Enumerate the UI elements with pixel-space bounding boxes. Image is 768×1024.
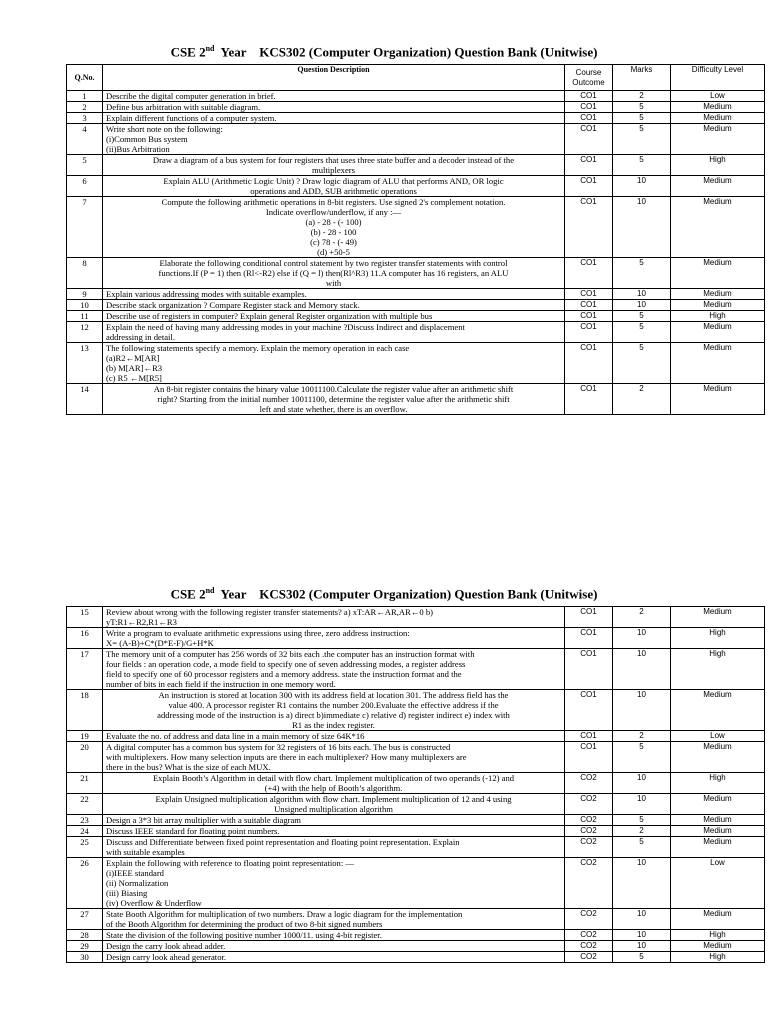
question-number: 17 [67, 649, 103, 690]
table-row [67, 124, 765, 155]
course-outcome: CO2 [565, 815, 613, 826]
page1-title-rest: Year KCS302 (Computer Organization) Question Bank (Unitwise) [214, 44, 598, 60]
difficulty-level: Medium [671, 826, 765, 837]
difficulty-level: Medium [671, 289, 765, 300]
marks: 2 [613, 826, 671, 837]
difficulty-level: Medium [671, 941, 765, 952]
marks: 5 [613, 815, 671, 826]
question-line: The memory unit of a computer has 256 words of 32 bits each .the computer has an instruction format with [106, 649, 475, 659]
course-outcome: CO2 [565, 773, 613, 794]
question-line: Describe the digital computer generation in brief. [106, 91, 276, 101]
table-row [67, 742, 765, 773]
question-line: there in the bus? What is the size of each MUX. [106, 762, 271, 772]
table-row [67, 91, 765, 102]
question-line: Explain different functions of a computer system. [106, 113, 277, 123]
question-line: with suitable examples [106, 847, 185, 857]
question-line: of the Booth Algorithm for determining the product of two 8-bit signed numbers [106, 919, 383, 929]
question-description [103, 930, 565, 941]
question-line: (iii) Biasing [106, 888, 148, 898]
table-row [67, 300, 765, 311]
question-description [103, 815, 565, 826]
table-row [67, 815, 765, 826]
question-line: Explain the need of having many addressing modes in your machine ?Discuss Indirect and displacement [106, 322, 465, 332]
difficulty-level: Medium [671, 815, 765, 826]
table-row [67, 826, 765, 837]
course-outcome: CO1 [565, 690, 613, 731]
question-description [103, 176, 565, 197]
marks: 5 [613, 113, 671, 124]
course-outcome: CO1 [565, 102, 613, 113]
course-outcome: CO1 [565, 311, 613, 322]
table-row [67, 690, 765, 731]
question-description [103, 91, 565, 102]
table-row [67, 289, 765, 300]
question-line: Design carry look ahead generator. [106, 952, 227, 962]
question-line: (i)Common Bus system [106, 134, 188, 144]
question-description [103, 322, 565, 343]
question-line: Explain various addressing modes with suitable examples. [106, 289, 307, 299]
table-row [67, 322, 765, 343]
question-description [103, 649, 565, 690]
table-row [67, 731, 765, 742]
table-row [67, 930, 765, 941]
course-outcome: CO2 [565, 941, 613, 952]
question-number: 5 [67, 155, 103, 176]
question-line: yT:R1←R2,R1←R3 [106, 617, 177, 627]
table-row [67, 384, 765, 415]
difficulty-level: Low [671, 858, 765, 909]
difficulty-level: High [671, 930, 765, 941]
marks: 10 [613, 300, 671, 311]
question-number: 11 [67, 311, 103, 322]
course-outcome: CO2 [565, 952, 613, 963]
question-description [103, 628, 565, 649]
question-line: R1 as the index register. [292, 720, 375, 730]
difficulty-level: Low [671, 731, 765, 742]
question-description [103, 941, 565, 952]
question-line: X= (A-B)+C*(D*E-F)/G+H*K [106, 638, 214, 648]
course-outcome: CO2 [565, 930, 613, 941]
question-line: (+4) with the help of Booth’s algorithm. [264, 783, 403, 793]
page1-title-course: CSE 2 [170, 44, 206, 60]
question-description [103, 742, 565, 773]
difficulty-level: Medium [671, 742, 765, 773]
question-line: Elaborate the following conditional control statement by two register transfer statements with control [159, 258, 508, 268]
question-line: field to specify one of 60 processor registers and a memory address. state the instruction format and the [106, 669, 462, 679]
question-description [103, 690, 565, 731]
table-header-row [67, 65, 765, 91]
course-outcome: CO1 [565, 197, 613, 258]
difficulty-level: Medium [671, 607, 765, 628]
question-line: Explain Unsigned multiplication algorithm with flow chart. Implement multiplication of 12 and 4 using [155, 794, 512, 804]
question-line: Design the carry look ahead adder. [106, 941, 226, 951]
question-line: value 400. A processor register R1 contains the number 200.Evaluate the effective address if the [168, 700, 499, 710]
question-number: 28 [67, 930, 103, 941]
course-outcome: CO1 [565, 176, 613, 197]
question-description [103, 197, 565, 258]
question-number: 26 [67, 858, 103, 909]
table-row [67, 952, 765, 963]
question-line: An 8-bit register contains the binary value 10011100.Calculate the register value after an arithmetic shift [153, 384, 514, 394]
table-row [67, 113, 765, 124]
course-outcome: CO1 [565, 607, 613, 628]
table-row [67, 311, 765, 322]
table-row [67, 176, 765, 197]
question-line: Define bus arbitration with suitable diagram. [106, 102, 261, 112]
course-outcome: CO1 [565, 384, 613, 415]
table-row [67, 837, 765, 858]
question-description [103, 731, 565, 742]
question-line: (c) R5 ←M[R5] [106, 373, 162, 383]
table-row [67, 258, 765, 289]
marks: 5 [613, 837, 671, 858]
question-description [103, 607, 565, 628]
question-line: Review about wrong with the following register transfer statements? a) xT:AR←AR,AR←0 b) [106, 607, 434, 617]
question-line: Compute the following arithmetic operations in 8-bit registers. Use signed 2's complement notation. [161, 197, 506, 207]
course-outcome: CO1 [565, 258, 613, 289]
course-outcome: CO1 [565, 649, 613, 690]
difficulty-level: High [671, 155, 765, 176]
marks: 5 [613, 322, 671, 343]
question-description [103, 826, 565, 837]
question-line: left and state whether, there is an overflow. [259, 404, 408, 414]
marks: 5 [613, 742, 671, 773]
question-description [103, 113, 565, 124]
course-outcome: CO2 [565, 858, 613, 909]
difficulty-level: Medium [671, 300, 765, 311]
question-number: 21 [67, 773, 103, 794]
question-number: 1 [67, 91, 103, 102]
table-row [67, 607, 765, 628]
question-line: Design a 3*3 bit array multiplier with a suitable diagram [106, 815, 301, 825]
marks: 10 [613, 930, 671, 941]
question-line: Describe stack organization ? Compare Register stack and Memory stack. [106, 300, 360, 310]
question-line: Discuss IEEE standard for floating point numbers. [106, 826, 280, 836]
question-number: 3 [67, 113, 103, 124]
question-description [103, 102, 565, 113]
question-line: An instruction is stored at location 300 with its address field at location 301. The address field has the [158, 690, 509, 700]
difficulty-level: Medium [671, 794, 765, 815]
question-line: A digital computer has a common bus system for 32 registers of 16 bits each. The bus is constructed [106, 742, 451, 752]
question-line: number of bits in each field if the instruction in one memory word. [106, 679, 336, 689]
page1-title [0, 44, 768, 60]
difficulty-level: Medium [671, 113, 765, 124]
question-description [103, 124, 565, 155]
marks: 2 [613, 384, 671, 415]
difficulty-level: Medium [671, 690, 765, 731]
question-line: (a) - 28 - (- 100) [305, 217, 362, 227]
question-number: 9 [67, 289, 103, 300]
question-line: The following statements specify a memory. Explain the memory operation in each case [106, 343, 410, 353]
question-line: Unsigned multiplication algorithm [274, 804, 393, 814]
difficulty-level: Medium [671, 384, 765, 415]
question-description [103, 909, 565, 930]
course-outcome: CO1 [565, 742, 613, 773]
question-line: State the division of the following positive number 1000/11. using 4-bit register. [106, 930, 382, 940]
question-description [103, 258, 565, 289]
table-row [67, 197, 765, 258]
question-line: addressing in detail. [106, 332, 175, 342]
question-table-page2 [66, 606, 765, 963]
question-line: multiplexers [312, 165, 355, 175]
question-line: Explain ALU (Arithmetic Logic Unit) ? Draw logic diagram of ALU that performs AND, OR logic [163, 176, 504, 186]
question-line: (b) M[AR]←R3 [106, 363, 163, 373]
difficulty-level: High [671, 649, 765, 690]
question-line: functions.If (P = 1) then (Rl<-R2) else if (Q = l) then(Rl^R3) 11.A computer has 16 registers, an ALU [158, 268, 509, 278]
question-line: (d) +50-5 [317, 247, 350, 257]
course-outcome: CO2 [565, 837, 613, 858]
course-outcome: CO1 [565, 155, 613, 176]
difficulty-level: Medium [671, 343, 765, 384]
marks: 10 [613, 794, 671, 815]
difficulty-level: Medium [671, 124, 765, 155]
marks: 5 [613, 155, 671, 176]
question-number: 18 [67, 690, 103, 731]
question-line: operations and ADD, SUB arithmetic operations [250, 186, 417, 196]
question-line: State Booth Algorithm for multiplication of two numbers. Draw a logic diagram for the implementation [106, 909, 463, 919]
page2-title [0, 586, 768, 602]
question-number: 13 [67, 343, 103, 384]
question-description [103, 794, 565, 815]
table-row [67, 343, 765, 384]
question-line: Describe use of registers in computer? Explain general Register organization with multiple bus [106, 311, 433, 321]
course-outcome: CO1 [565, 628, 613, 649]
question-line: with [325, 278, 342, 288]
table-row [67, 155, 765, 176]
table-row [67, 909, 765, 930]
question-number: 25 [67, 837, 103, 858]
page2-title-rest: Year KCS302 (Computer Organization) Question Bank (Unitwise) [214, 586, 598, 602]
course-outcome: CO1 [565, 343, 613, 384]
question-line: (ii)Bus Arbitration [106, 144, 170, 154]
marks: 5 [613, 258, 671, 289]
question-line: Indicate overflow/underflow, if any :— [265, 207, 402, 217]
course-outcome: CO1 [565, 113, 613, 124]
course-outcome: CO1 [565, 322, 613, 343]
question-number: 2 [67, 102, 103, 113]
marks: 5 [613, 952, 671, 963]
header-description: Question Description [103, 65, 565, 91]
question-number: 16 [67, 628, 103, 649]
question-line: Discuss and Differentiate between fixed point representation and floating point representation. Explain [106, 837, 460, 847]
marks: 10 [613, 197, 671, 258]
question-description [103, 858, 565, 909]
marks: 10 [613, 941, 671, 952]
question-line: Explain the following with reference to floating point representation: — [106, 858, 354, 868]
question-description [103, 773, 565, 794]
table-row [67, 858, 765, 909]
question-number: 30 [67, 952, 103, 963]
marks: 10 [613, 858, 671, 909]
question-number: 29 [67, 941, 103, 952]
difficulty-level: Medium [671, 102, 765, 113]
difficulty-level: Medium [671, 322, 765, 343]
page2-title-sup: nd [205, 586, 215, 595]
question-line: addressing mode of the instruction is a) direct b)immediate c) relative d) register indirect e) index with [157, 710, 510, 720]
table-row [67, 794, 765, 815]
course-outcome: CO2 [565, 826, 613, 837]
question-line: Explain Booth’s Algorithm in detail with flow chart. Implement multiplication of two operands (-12) and [152, 773, 515, 783]
difficulty-level: Medium [671, 258, 765, 289]
header-marks: Marks [613, 65, 671, 91]
difficulty-level: Low [671, 91, 765, 102]
question-number: 19 [67, 731, 103, 742]
question-number: 6 [67, 176, 103, 197]
difficulty-level: High [671, 628, 765, 649]
difficulty-level: Medium [671, 837, 765, 858]
question-description [103, 837, 565, 858]
question-line: Evaluate the no. of address and data line in a main memory of size 64K*16 [106, 731, 365, 741]
course-outcome: CO1 [565, 91, 613, 102]
question-line: Write a program to evaluate arithmetic expressions using three, zero address instruction: [106, 628, 410, 638]
marks: 10 [613, 773, 671, 794]
marks: 5 [613, 102, 671, 113]
difficulty-level: High [671, 952, 765, 963]
marks: 10 [613, 176, 671, 197]
question-description [103, 289, 565, 300]
question-description [103, 311, 565, 322]
marks: 5 [613, 343, 671, 384]
difficulty-level: Medium [671, 909, 765, 930]
marks: 5 [613, 311, 671, 322]
difficulty-level: Medium [671, 197, 765, 258]
course-outcome: CO2 [565, 909, 613, 930]
question-line: (i)IEEE standard [106, 868, 164, 878]
course-outcome: CO1 [565, 731, 613, 742]
header-qno: Q.No. [67, 65, 103, 91]
difficulty-level: High [671, 311, 765, 322]
table-row [67, 102, 765, 113]
table-row [67, 628, 765, 649]
question-description [103, 343, 565, 384]
question-number: 14 [67, 384, 103, 415]
question-number: 22 [67, 794, 103, 815]
question-number: 23 [67, 815, 103, 826]
page2-title-course: CSE 2 [170, 586, 206, 602]
difficulty-level: High [671, 773, 765, 794]
question-line: (ii) Normalization [106, 878, 169, 888]
table-row [67, 941, 765, 952]
table-row [67, 649, 765, 690]
course-outcome: CO2 [565, 794, 613, 815]
question-number: 27 [67, 909, 103, 930]
marks: 10 [613, 909, 671, 930]
course-outcome: CO1 [565, 289, 613, 300]
question-table-page1 [66, 64, 765, 415]
question-number: 20 [67, 742, 103, 773]
marks: 10 [613, 690, 671, 731]
question-description [103, 384, 565, 415]
question-line: right? Starting from the initial number 10011100, determine the register value after the arithmetic shift [157, 394, 510, 404]
question-line: with multiplexers. How many selection inputs are there in each multiplexer? How many multiplexers are [106, 752, 467, 762]
marks: 10 [613, 628, 671, 649]
page1-title-sup: nd [205, 44, 215, 53]
question-number: 15 [67, 607, 103, 628]
marks: 10 [613, 649, 671, 690]
course-outcome: CO1 [565, 300, 613, 311]
question-number: 24 [67, 826, 103, 837]
question-line: Draw a diagram of a bus system for four registers that uses three state buffer and a decoder instead of the [152, 155, 515, 165]
header-difficulty: Difficulty Level [671, 65, 765, 91]
marks: 2 [613, 91, 671, 102]
question-line: (b) - 28 - 100 [310, 227, 357, 237]
table-row [67, 773, 765, 794]
question-description [103, 952, 565, 963]
marks: 5 [613, 124, 671, 155]
marks: 2 [613, 731, 671, 742]
marks: 10 [613, 289, 671, 300]
question-description [103, 300, 565, 311]
question-number: 7 [67, 197, 103, 258]
question-line: (a)R2←M[AR] [106, 353, 160, 363]
question-number: 8 [67, 258, 103, 289]
question-line: (iv) Overflow & Underflow [106, 898, 202, 908]
difficulty-level: Medium [671, 176, 765, 197]
header-course-outcome: Course Outcome [565, 65, 613, 91]
question-number: 12 [67, 322, 103, 343]
question-number: 4 [67, 124, 103, 155]
question-line: (c) 78 - (- 49) [310, 237, 357, 247]
question-line: Write short note on the following: [106, 124, 223, 134]
marks: 2 [613, 607, 671, 628]
question-line: four fields : an operation code, a mode field to specify one of seven addressing modes, a register address [106, 659, 466, 669]
question-number: 10 [67, 300, 103, 311]
course-outcome: CO1 [565, 124, 613, 155]
question-description [103, 155, 565, 176]
